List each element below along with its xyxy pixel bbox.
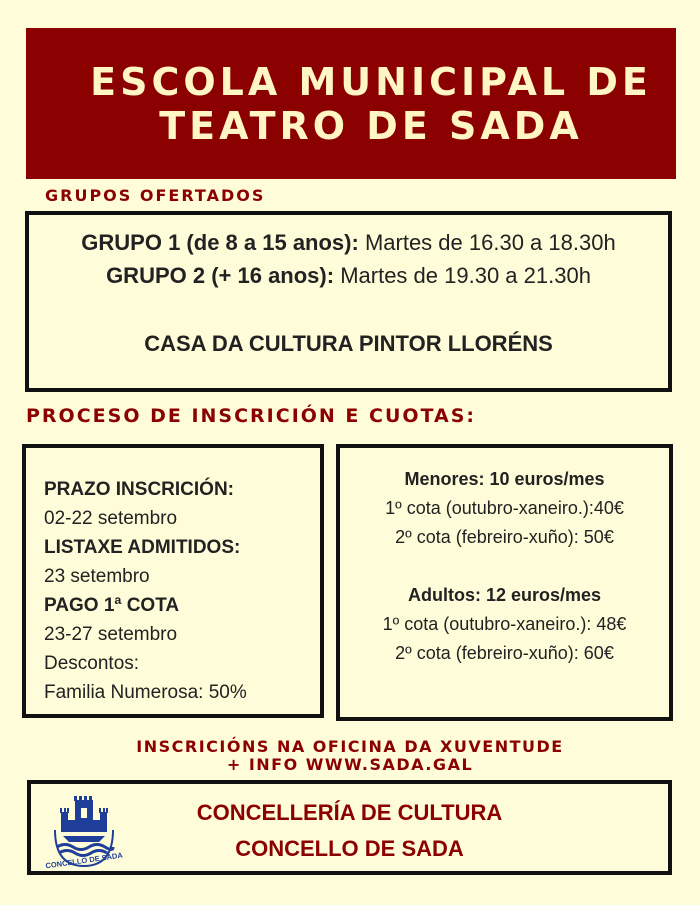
footer-box [27,780,672,875]
payment-value: 23-27 setembro [44,624,178,645]
registration-dates-box [22,444,324,718]
info-line-1: INSCRICIÓNS NA OFICINA DA XUVENTUDE [136,737,564,756]
title-line-1: ESCOLA MUNICIPAL DE [90,59,652,104]
adults-label: Adultos: 12 euros/mes [407,585,602,605]
info-line-2: + INFO WWW.SADA.GAL [226,755,474,774]
payment-label: PAGO 1ª COTA [44,595,180,616]
venue: CASA DA CULTURA PINTOR LLORÉNS [144,331,553,356]
admitted-value: 23 setembro [44,566,150,587]
group-2-time: Martes de 19.30 a 21.30h [334,263,591,288]
minors-label: Menores: 10 euros/mes [404,469,605,489]
adults-quota-2: 2º cota (febreiro-xuño): 60€ [395,643,614,663]
group-1-label: GRUPO 1 (de 8 a 15 anos): [81,230,359,255]
fees-box [336,444,673,721]
process-heading: PROCESO DE INSCRICIÓN E CUOTAS: [26,405,477,427]
groups-box [25,211,672,392]
deadline-label: PRAZO INSCRICIÓN: [44,479,234,500]
deadline-value: 02-22 setembro [44,508,178,529]
minors-quota-2: 2º cota (febreiro-xuño): 50€ [395,527,614,547]
group-2-line [29,263,668,289]
group-2-label: GRUPO 2 (+ 16 anos): [106,263,335,288]
admitted-label: LISTAXE ADMITIDOS: [44,537,241,558]
title-line-2: TEATRO DE SADA [159,103,583,148]
minors-quota-1: 1º cota (outubro-xaneiro.):40€ [385,498,624,518]
discounts-value: Familia Numerosa: 50% [44,682,247,703]
adults-quota-1: 1º cota (outubro-xaneiro.): 48€ [382,614,627,634]
groups-heading: GRUPOS OFERTADOS [45,186,266,205]
title-banner [26,28,676,179]
footer-line-1: CONCELLERÍA DE CULTURA [196,800,503,825]
svg-text:CONCELLO DE SADA: CONCELLO DE SADA [44,850,124,871]
discounts-label: Descontos: [44,653,140,674]
footer-line-2: CONCELLO DE SADA [235,836,464,861]
group-1-time: Martes de 16.30 a 18.30h [358,230,616,255]
group-1-line [29,230,668,256]
